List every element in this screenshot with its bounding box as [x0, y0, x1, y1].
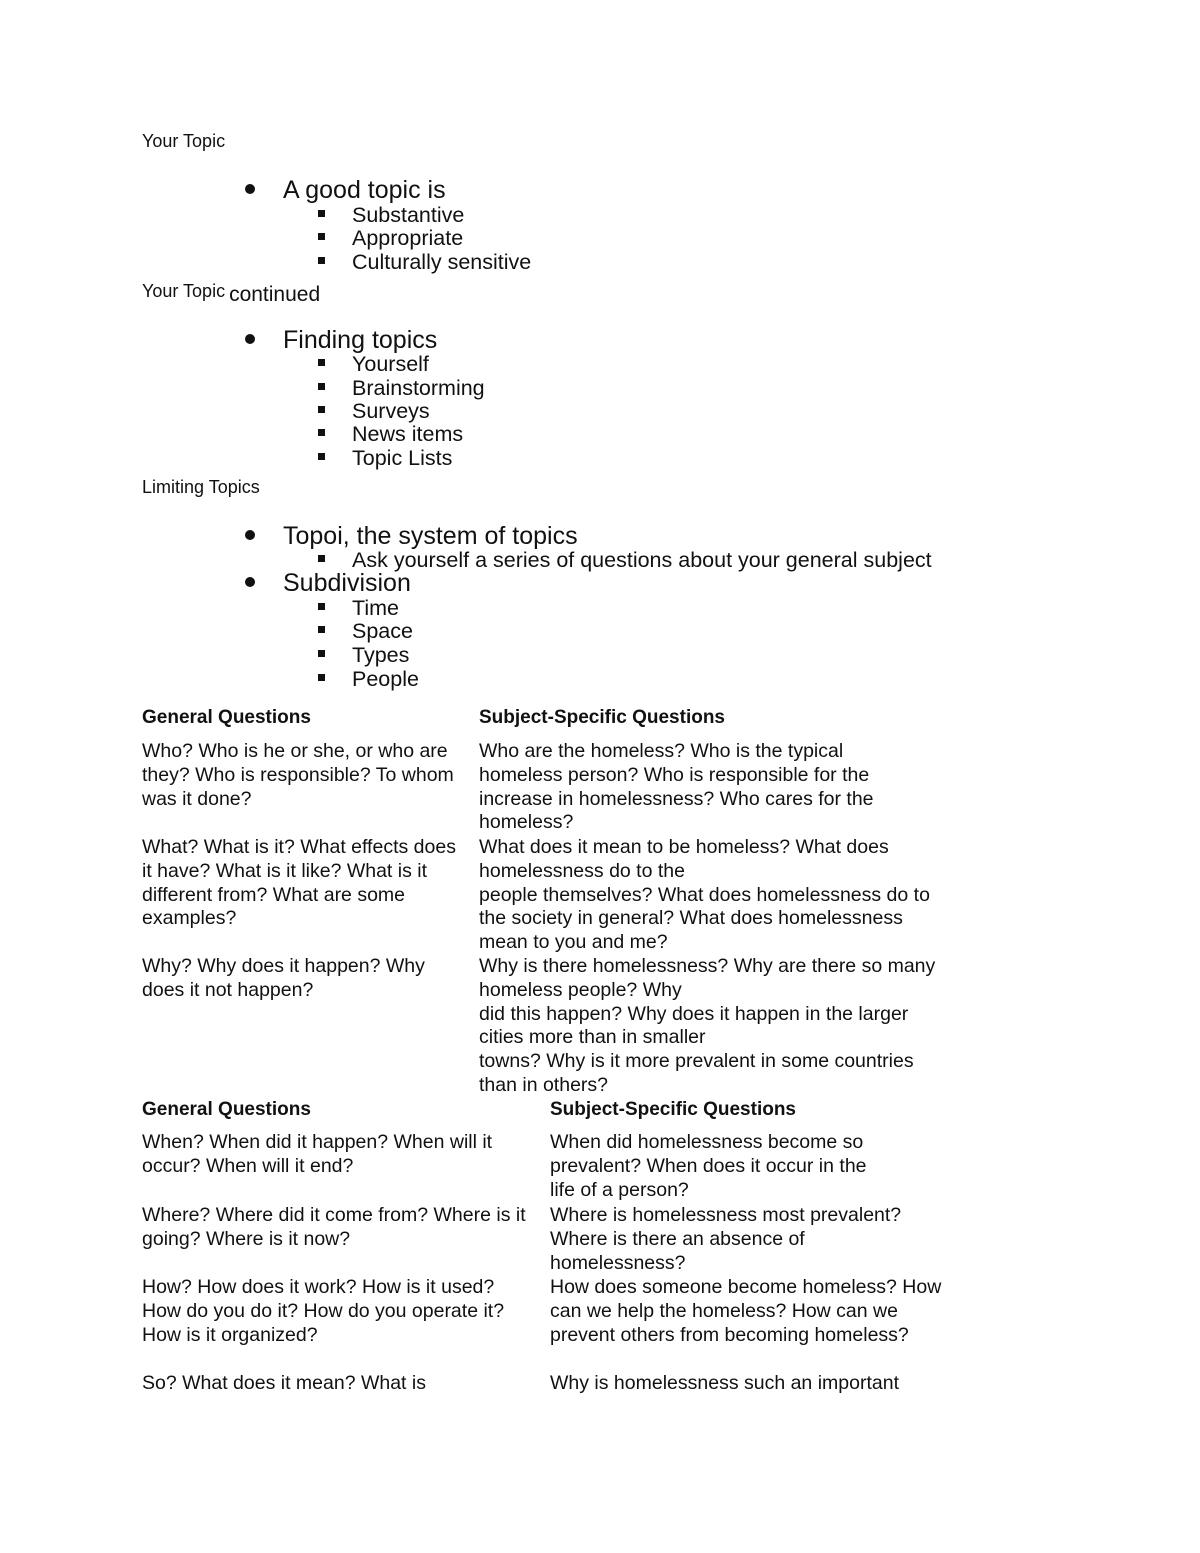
table2-col1-header: General Questions: [142, 1099, 311, 1120]
heading-text: Your Topic: [142, 281, 226, 301]
bullet-dot-icon: [245, 530, 255, 540]
table1-col2-header: Subject-Specific Questions: [479, 707, 725, 728]
square-bullet-icon: [318, 406, 325, 413]
sub-item: [318, 596, 399, 620]
sub-item-text: Time: [352, 596, 399, 620]
heading-suffix: continued: [229, 283, 321, 306]
table2-specific-cell: Where is homelessness most prevalent? Where is there an absence of homelessness?: [550, 1204, 902, 1274]
bullet-good-topic: [245, 175, 446, 205]
sub-item-text: Space: [352, 619, 413, 643]
heading-text: Limiting Topics: [142, 477, 260, 497]
sub-item: [318, 352, 429, 376]
table2-general-cell: So? What does it mean? What is: [142, 1372, 426, 1394]
table1-specific-cell: What does it mean to be homeless? What does homelessness do to the people themselves? What does homelessness do to the society in general? What does homelessness mean to you and me?: [479, 836, 930, 954]
square-bullet-icon: [318, 650, 325, 657]
sub-item-text: Ask yourself a series of questions about your general subject: [352, 548, 932, 572]
section-heading-your-topic: [142, 130, 225, 152]
sub-item-text: Surveys: [352, 399, 430, 423]
table2-general-cell: When? When did it happen? When will it occur? When will it end?: [142, 1131, 493, 1177]
bullet-topoi: [245, 521, 578, 551]
bullet-dot-icon: [245, 334, 255, 344]
sub-item: [318, 203, 464, 227]
table2-specific-cell: How does someone become homeless? How can we help the homeless? How can we prevent others from becoming homeless?: [550, 1276, 942, 1346]
table1-general-cell: What? What is it? What effects does it have? What is it like? What is it different from? What are some examples?: [142, 836, 456, 930]
square-bullet-icon: [318, 210, 325, 217]
bullet-text: Subdivision: [283, 569, 411, 597]
sub-item: [318, 226, 463, 250]
sub-item: [318, 619, 413, 643]
sub-item-text: People: [352, 667, 419, 691]
sub-item-text: Substantive: [352, 203, 465, 227]
table1-specific-cell: Why is there homelessness? Why are there so many homeless people? Why did this happen? Why does it happen in the larger cities more than in smaller towns? Why is it more prevalent in some countries than in others?: [479, 955, 936, 1096]
sub-item-text: Yourself: [352, 352, 429, 376]
sub-item: [318, 399, 430, 423]
bullet-text: Topoi, the system of topics: [283, 522, 578, 550]
table1-specific-cell: Who are the homeless? Who is the typical homeless person? Who is responsible for the increase in homelessness? Who cares for the homeless?: [479, 740, 874, 834]
sub-item-text: Appropriate: [352, 226, 464, 250]
section-heading-limiting-topics: [142, 476, 260, 498]
sub-item: [318, 250, 531, 274]
table1-general-cell: Why? Why does it happen? Why does it not happen?: [142, 955, 425, 1001]
bullet-text: Finding topics: [283, 326, 438, 354]
sub-item-text: News items: [352, 422, 464, 446]
table2-col2-header: Subject-Specific Questions: [550, 1099, 796, 1120]
sub-item-text: Brainstorming: [352, 376, 485, 400]
sub-item-text: Topic Lists: [352, 446, 453, 470]
sub-item-text: Types: [352, 643, 410, 667]
bullet-subdivision: [245, 568, 411, 598]
square-bullet-icon: [318, 626, 325, 633]
bullet-dot-icon: [245, 577, 255, 587]
heading-text: Your Topic: [142, 131, 226, 151]
bullet-text: A good topic is: [283, 176, 446, 204]
table2-specific-cell: Why is homelessness such an important: [550, 1372, 899, 1394]
bullet-dot-icon: [245, 184, 255, 194]
square-bullet-icon: [318, 555, 325, 562]
square-bullet-icon: [318, 233, 325, 240]
table1-col1-header: General Questions: [142, 707, 311, 728]
bullet-finding-topics: [245, 325, 437, 355]
table1-general-cell: Who? Who is he or she, or who are they? Who is responsible? To whom was it done?: [142, 740, 454, 810]
sub-item: [318, 446, 452, 470]
square-bullet-icon: [318, 453, 325, 460]
section-heading-your-topic-continued: [142, 280, 321, 306]
square-bullet-icon: [318, 359, 325, 366]
sub-item-text: Culturally sensitive: [352, 250, 532, 274]
square-bullet-icon: [318, 603, 325, 610]
square-bullet-icon: [318, 383, 325, 390]
sub-item: [318, 643, 409, 667]
table2-general-cell: How? How does it work? How is it used? How do you do it? How do you operate it? How is it organized?: [142, 1276, 505, 1346]
sub-item: [318, 422, 463, 446]
square-bullet-icon: [318, 674, 325, 681]
sub-item: [318, 376, 485, 400]
square-bullet-icon: [318, 257, 325, 264]
table2-general-cell: Where? Where did it come from? Where is it going? Where is it now?: [142, 1204, 526, 1250]
square-bullet-icon: [318, 429, 325, 436]
sub-item: [318, 667, 419, 691]
table2-specific-cell: When did homelessness become so prevalent? When does it occur in the life of a person?: [550, 1131, 867, 1201]
